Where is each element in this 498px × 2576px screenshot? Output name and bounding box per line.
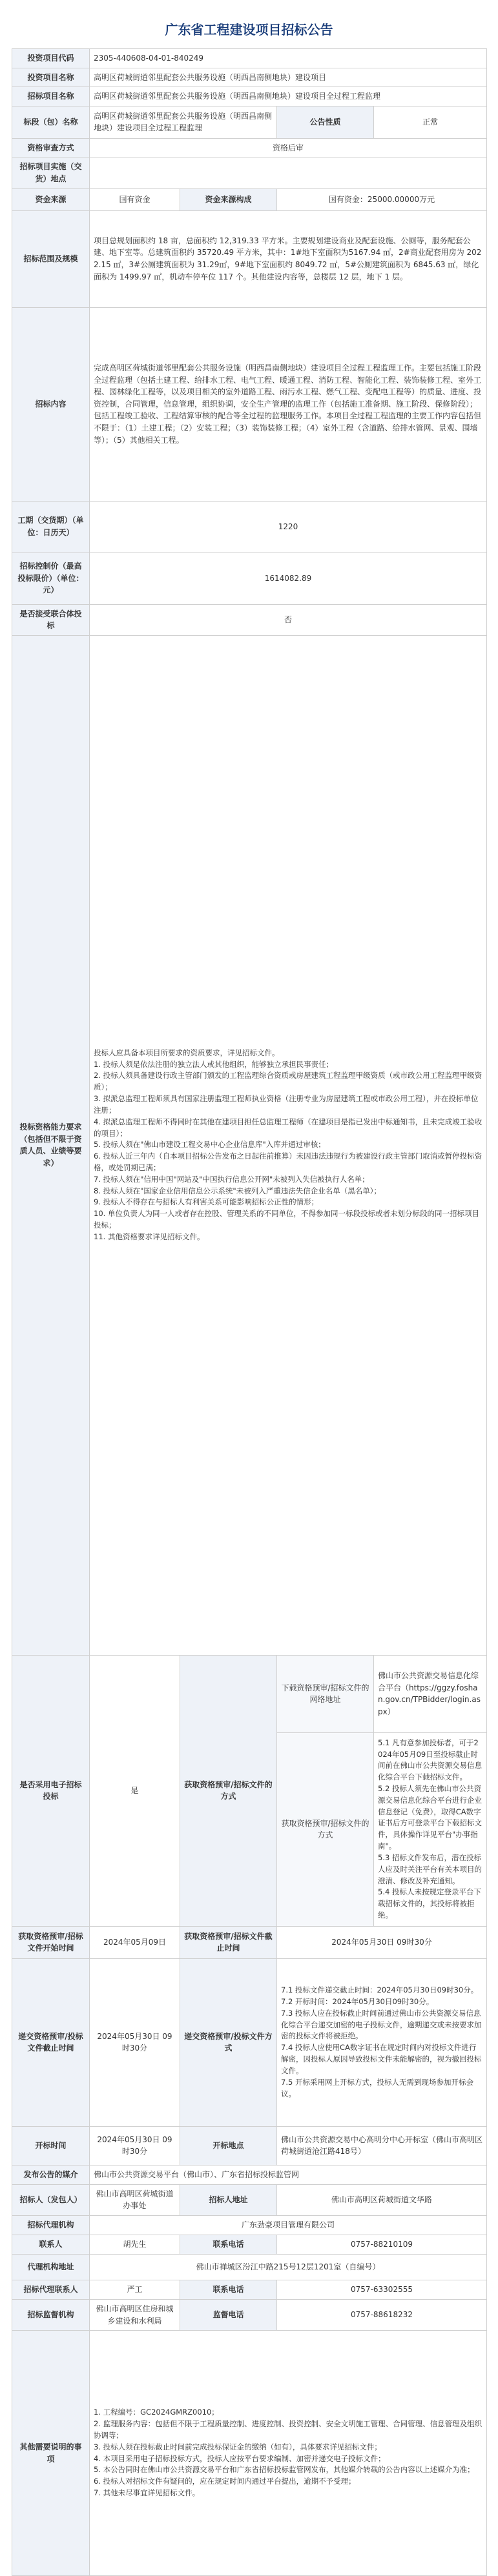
label-publish-media: 发布公告的媒介 [12,2165,90,2184]
row-submit [12,1958,487,2126]
value-bid-project-name: 高明区荷城街道邻里配套公共服务设施（明西昌南侧地块）建设项目全过程工程监理 [90,87,487,106]
row-agent-addr [12,2254,487,2280]
label-duration: 工期（交货期）（单位：日历天） [12,501,90,553]
row-contact [12,2235,487,2254]
label-agent: 招标代理机构 [12,2215,90,2235]
value-get-start: 2024年05月09日 [90,1926,180,1958]
value-project-code: 2305-440608-04-01-840249 [90,49,487,68]
value-agent: 广东劲豪项目管理有限公司 [90,2215,487,2235]
value-qualification: 投标人应具备本项目所要求的资质要求，详见招标文件。 1. 投标人须是依法注册的独立法人或其他组织，能够独立承担民事责任； 2. 投标人须具备建设行政主管部门颁发的工程监理综合资质或房屋建筑工程监理甲级资质（或市政公用工程监理甲级资质）； 3. 拟派总监理工程师须具有国家注册监理工程师执业资格（注册专业为房屋建筑工程或市政公用工程），并在投标单位注册； 4. 拟派总监理工程师不得同时在其他在建项目担任总监理工程师（在建项目是指已发出中标通知书，且未完成竣工验收的项目）； 5. 投标人须在"佛山市建设工程交易中心企业信息库"入库并通过审核； 6. 投标人近三年内（自本项目招标公告发布之日起往前推算）未因违法违规行为被建设行政主管部门取消或暂停投标资格，或处罚期已满； 7. 投标人须在"信用中国"网站及"中国执行信息公开网"未被列入失信被执行人名单； 8. 投标人须在"国家企业信用信息公示系统"未被列入严重违法失信企业名单（黑名单）； 9. 投标人不得存在与招标人有利害关系可能影响招标公正性的情形； 10. 单位负责人为同一人或者存在控股、管理关系的不同单位，不得参加同一标段投标或者未划分标段的同一招标项目投标； 11. 其他资格要求详见招标文件。 [90,635,487,1655]
row-project-code [12,49,487,68]
label-tenderer: 招标人（发包人） [12,2184,90,2215]
value-ceiling: 1614082.89 [90,553,487,604]
value-open-place: 佛山市公共资源交易中心高明分中心开标室（佛山市高明区荷城街道沧江路418号） [277,2126,487,2165]
value-scope: 项目总规划面积约 18 亩，总面积约 12,319.33 平方米。主要规划建设商业及配套设施、公厕等，服务配套公建、地下室等。总建筑面积约 35720.49 平方米，其中：1#地下室面积为5167.94 ㎡，2#商业配套用房为 2022.15 ㎡，3#公厕建筑面积为 31.29㎡，9#地下室面积约 8049.72 ㎡，5#公厕建筑面积为 6845.63 ㎡，绿化面积为 1499.97 ㎡，机动车停车位 117 个。其他建设内容等，总楼层 12 层，地下 1 层。 [90,210,487,307]
label-e-docs: 是否采用电子招标投标 [12,1655,90,1926]
label-submit-deadline: 递交资格预审/投标文件截止时间 [12,1958,90,2126]
label-project-name: 投资项目名称 [12,68,90,87]
label-agent-addr: 代理机构地址 [12,2254,90,2280]
value-agent-contact: 严工 [90,2280,180,2299]
row-open [12,2126,487,2165]
row-bid-project-name [12,87,487,106]
label-docs-method-sub: 获取资格预审/招标文件的方式 [277,1732,374,1926]
value-contact: 胡先生 [90,2235,180,2254]
value-docs-method-detail: 5.1 凡有意参加投标者，可于2024年05月09日至投标截止时间前在佛山市公共资源交易信息化综合平台下载招标文件。 5.2 投标人须先在佛山市公共资源交易信息化综合平台进行企业信息登记（免费），取得CA数字证书后方可登录平台下载招标文件，具体操作详见平台"办事指南"。 5.3 招标文件发布后，潜在投标人应及时关注平台有关本项目的澄清、修改及补充通知。 5.4 投标人未按规定登录平台下载招标文件的，其投标将被拒绝。 [374,1732,487,1926]
label-fund-source: 资金来源 [12,188,90,210]
row-docs-url [12,1655,487,1732]
row-content [12,307,487,501]
value-docs-download-url[interactable]: 佛山市公共资源交易信息化综合平台（https://ggzy.foshan.gov.cn/TPBidder/login.aspx） [374,1655,487,1732]
value-submit-deadline: 2024年05月30日 09时30分 [90,1958,180,2126]
value-public-type: 正常 [374,106,487,138]
label-docs-method: 获取资格预审/招标文件的方式 [180,1655,277,1926]
label-supervisor: 招标监督机构 [12,2299,90,2330]
value-get-end: 2024年05月30日 09时30分 [277,1926,487,1958]
row-other [12,2331,487,2576]
value-contact-phone: 0757-88210109 [277,2235,487,2254]
label-docs-download: 下载资格预审/招标文件的网络地址 [277,1655,374,1732]
value-site [90,157,487,188]
label-open-place: 开标地点 [180,2126,277,2165]
label-open-time: 开标时间 [12,2126,90,2165]
label-supervisor-phone: 监督电话 [180,2299,277,2330]
value-section-name: 高明区荷城街道邻里配套公共服务设施（明西昌南侧地块）建设项目全过程工程监理 [90,106,277,138]
label-project-code: 投资项目代码 [12,49,90,68]
value-duration: 1220 [90,501,487,553]
row-fund [12,188,487,210]
row-agent [12,2215,487,2235]
label-public-type: 公告性质 [277,106,374,138]
label-site: 招标项目实施（交货）地点 [12,157,90,188]
label-qualification: 投标资格能力要求（包括但不限于资质人员、业绩等要求） [12,635,90,1655]
value-other: 1. 工程编号：GC2024GMRZ0010； 2. 监理服务内容：包括但不限于工程质量控制、进度控制、投资控制、安全文明施工管理、合同管理、信息管理及组织协调等； 3. 投标人须在投标截止时间前完成投标保证金的缴纳（如有），具体要求详见招标文件； 4. 本项目采用电子招标投标方式，投标人应按平台要求编制、加密并递交电子投标文件； 5. 本公告同时在佛山市公共资源交易平台和广东省招标投标监管网发布，其他媒介转载的公告内容以上述媒介为准； 6. 投标人对招标文件有疑问的，应在规定时间内通过平台提出，逾期不予受理； 7. 其他未尽事宜详见招标文件。 [90,2331,487,2576]
value-supervisor-phone: 0757-88618232 [277,2299,487,2330]
label-get-start: 获取资格预审/招标文件开始时间 [12,1926,90,1958]
value-tenderer: 佛山市高明区荷城街道办事处 [90,2184,180,2215]
page-title: 广东省工程建设项目招标公告 [165,22,333,37]
row-get-time [12,1926,487,1958]
row-joint [12,604,487,635]
row-site [12,157,487,188]
label-section-name: 标段（包）名称 [12,106,90,138]
value-project-name: 高明区荷城街道邻里配套公共服务设施（明西昌南侧地块）建设项目 [90,68,487,87]
row-scope [12,210,487,307]
value-agent-contact-phone: 0757-63302555 [277,2280,487,2299]
label-ceiling: 招标控制价（最高投标限价）（单位：元） [12,553,90,604]
row-tenderer [12,2184,487,2215]
label-content: 招标内容 [12,307,90,501]
value-fund-composition: 国有资金：25000.00000万元 [277,188,487,210]
value-submit-method: 7.1 投标文件递交截止时间：2024年05月30日09时30分。 7.2 开标时间：2024年05月30日09时30分。 7.3 投标人应在投标截止时间前通过佛山市公共资源交易信息化综合平台递交加密的电子投标文件，逾期递交或未按要求加密的投标文件将被拒绝。 7.4 投标人应使用CA数字证书在规定时间内对投标文件进行解密，因投标人原因导致投标文件未能解密的，视为撤回投标文件。 7.5 开标采用网上开标方式，投标人无需到现场参加开标会议。 [277,1958,487,2126]
value-open-time: 2024年05月30日 09时30分 [90,2126,180,2165]
label-get-end: 获取资格预审/招标文件截止时间 [180,1926,277,1958]
value-tenderer-addr: 佛山市高明区荷城街道文华路 [277,2184,487,2215]
label-other: 其他需要说明的事项 [12,2331,90,2576]
label-review-method: 资格审查方式 [12,138,90,157]
row-agent-contact [12,2280,487,2299]
label-joint: 是否接受联合体投标 [12,604,90,635]
value-publish-media: 佛山市公共资源交易平台（佛山市）、广东省招标投标监管网 [90,2165,487,2184]
row-project-name [12,68,487,87]
label-contact: 联系人 [12,2235,90,2254]
row-ceiling [12,553,487,604]
label-contact-phone: 联系电话 [180,2235,277,2254]
row-publish-media [12,2165,487,2184]
row-duration [12,501,487,553]
label-fund-mixed: 资金来源构成 [180,188,277,210]
label-agent-contact-phone: 联系电话 [180,2280,277,2299]
label-tenderer-addr: 招标人地址 [180,2184,277,2215]
value-agent-addr: 佛山市禅城区汾江中路215号12层1201室（自编号） [90,2254,487,2280]
label-agent-contact: 招标代理联系人 [12,2280,90,2299]
label-submit-method: 递交资格预审/投标文件方式 [180,1958,277,2126]
row-review-method [12,138,487,157]
value-fund-self: 国有资金 [90,188,180,210]
value-supervisor: 佛山市高明区住房和城乡建设和水利局 [90,2299,180,2330]
row-qualification [12,635,487,1655]
value-content: 完成高明区荷城街道邻里配套公共服务设施（明西昌南侧地块）建设项目全过程工程监理工作。主要包括施工阶段全过程监理（包括土建工程、给排水工程、电气工程、暖通工程、消防工程、智能化工程、装饰装修工程、室外工程、园林绿化工程等，以及项目相关的室外道路工程、雨污水工程、燃气工程、变配电工程等）的质量、进度、投资控制，合同管理，信息管理，组织协调，安全生产管理的监理工作（包括施工准备期、施工阶段、保修阶段）；包括工程竣工验收、工程结算审核的配合等全过程的监理服务工作。本项目全过程工程监理的主要工作内容包括但不限于：（1）土建工程；（2）安装工程；（3）装饰装修工程；（4）室外工程（含道路、给排水管网、景观、围墙等）；（5）其他相关工程。 [90,307,487,501]
row-supervisor [12,2299,487,2330]
notice-table [12,48,487,2576]
label-scope: 招标范围及规模 [12,210,90,307]
value-review-method: 资格后审 [90,138,487,157]
label-bid-project-name: 招标项目名称 [12,87,90,106]
row-section [12,106,487,138]
value-e-docs: 是 [90,1655,180,1926]
value-joint: 否 [90,604,487,635]
